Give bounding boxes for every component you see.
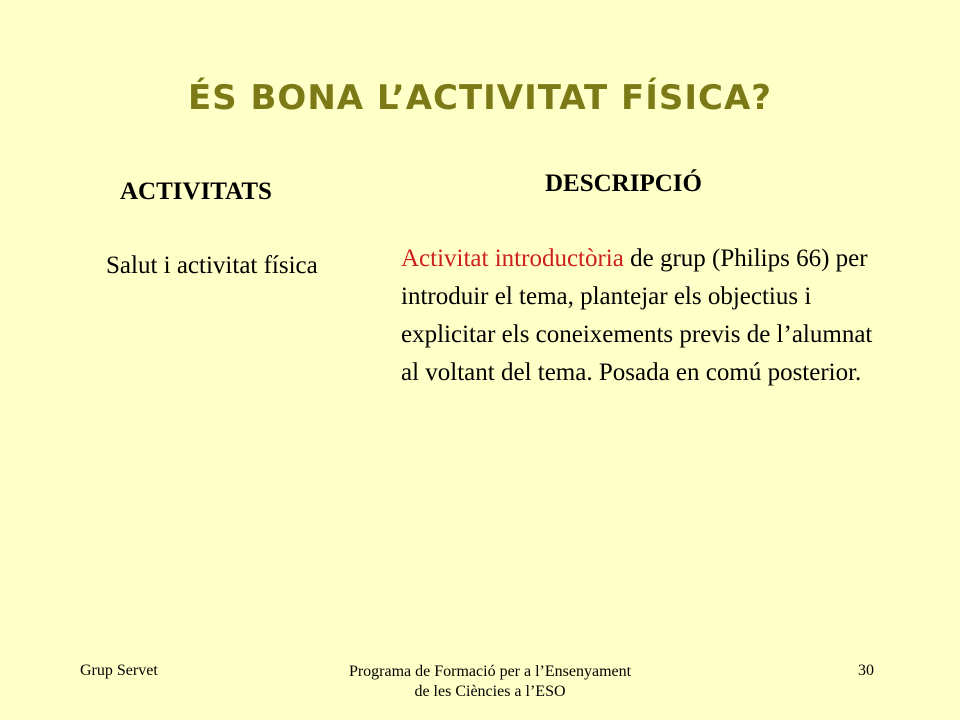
descripcio-heading: DESCRIPCIÓ — [545, 170, 702, 197]
page-number: 30 — [858, 662, 874, 679]
description-text — [401, 240, 879, 392]
footer-author: Grup Servet — [80, 662, 158, 679]
description-highlight: Activitat introductòria — [401, 245, 624, 272]
description-body: de grup (Philips 66) per introduir el tema, plantejar els objectius i explicitar els coneixements previs de l’alumnat al voltant del tema. Posada en comú posterior. — [401, 245, 873, 386]
activity-text: Salut i activitat física — [106, 252, 318, 279]
activitats-heading: ACTIVITATS — [120, 178, 272, 205]
footer-program: Programa de Formació per a l’Ensenyament de les Ciències a l’ESO — [348, 663, 632, 700]
slide-title: ÉS BONA L’ACTIVITAT FÍSICA? — [187, 78, 773, 118]
